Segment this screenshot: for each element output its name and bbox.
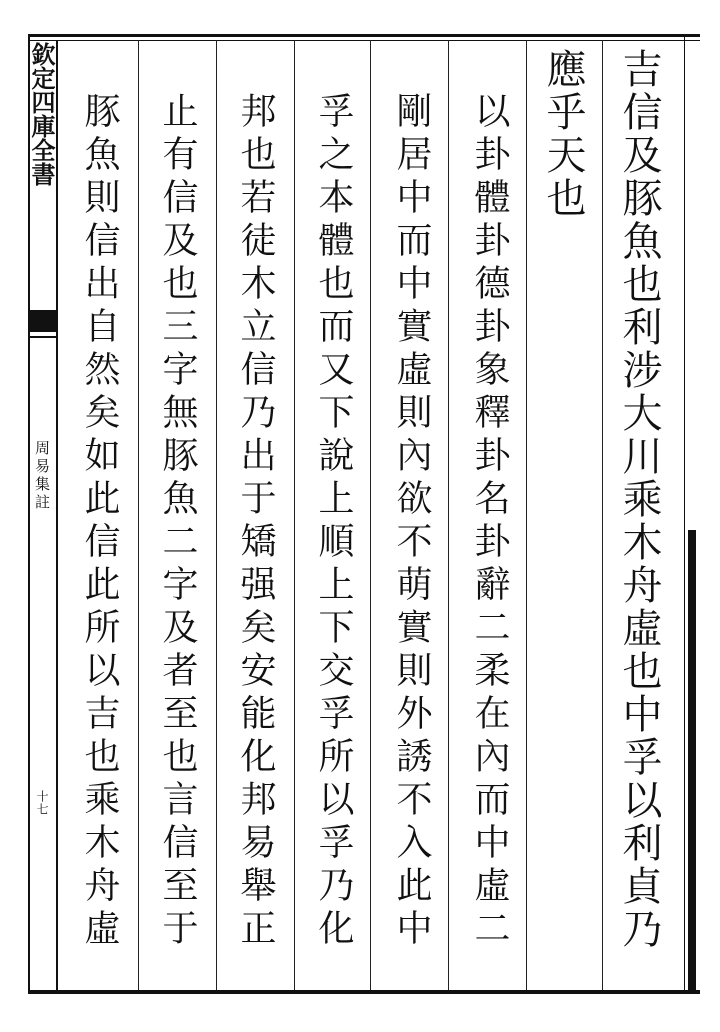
text-column-3: 以卦體卦德卦象釋卦名卦辭二柔在內而中虛二 [469,92,510,952]
fishtail-mark [30,310,56,332]
text-column-5: 孚之本體也而又下說上順上下交孚所以孚乃化 [313,92,354,952]
margin-title: 欽定四庫全書 [27,42,56,186]
margin-book-title: 周易集註 [33,440,51,512]
margin-page-number: 十七 [35,790,49,816]
frame-top-border [28,34,700,37]
column-rule [448,40,449,990]
column-rule [294,40,295,990]
frame-bottom-border [28,990,700,994]
column-rule [370,40,371,990]
text-column-4: 剛居中而中實虛則內欲不萌實則外誘不入此中 [391,92,432,952]
column-rule [602,40,603,990]
fishtail-rule [30,336,56,338]
column-rule [216,40,217,990]
column-rule [138,40,139,990]
frame-right-thick-border [688,530,696,992]
frame-right-border [684,34,685,992]
text-column-8: 豚魚則信出自然矣如此信此所以吉也乘木舟虛 [79,92,120,952]
text-column-2: 應乎天也 [540,48,586,220]
column-rule [526,40,527,990]
text-column-7: 止有信及也三字無豚魚二字及者至也言信至于 [157,92,198,952]
text-column-6: 邦也若徒木立信乃出于矯强矣安能化邦易舉正 [235,92,276,952]
frame-top-inner-border [28,40,700,41]
text-column-1: 吉信及豚魚也利涉大川乘木舟虛也中孚以利貞乃 [616,48,662,951]
margin-rule [56,40,58,992]
